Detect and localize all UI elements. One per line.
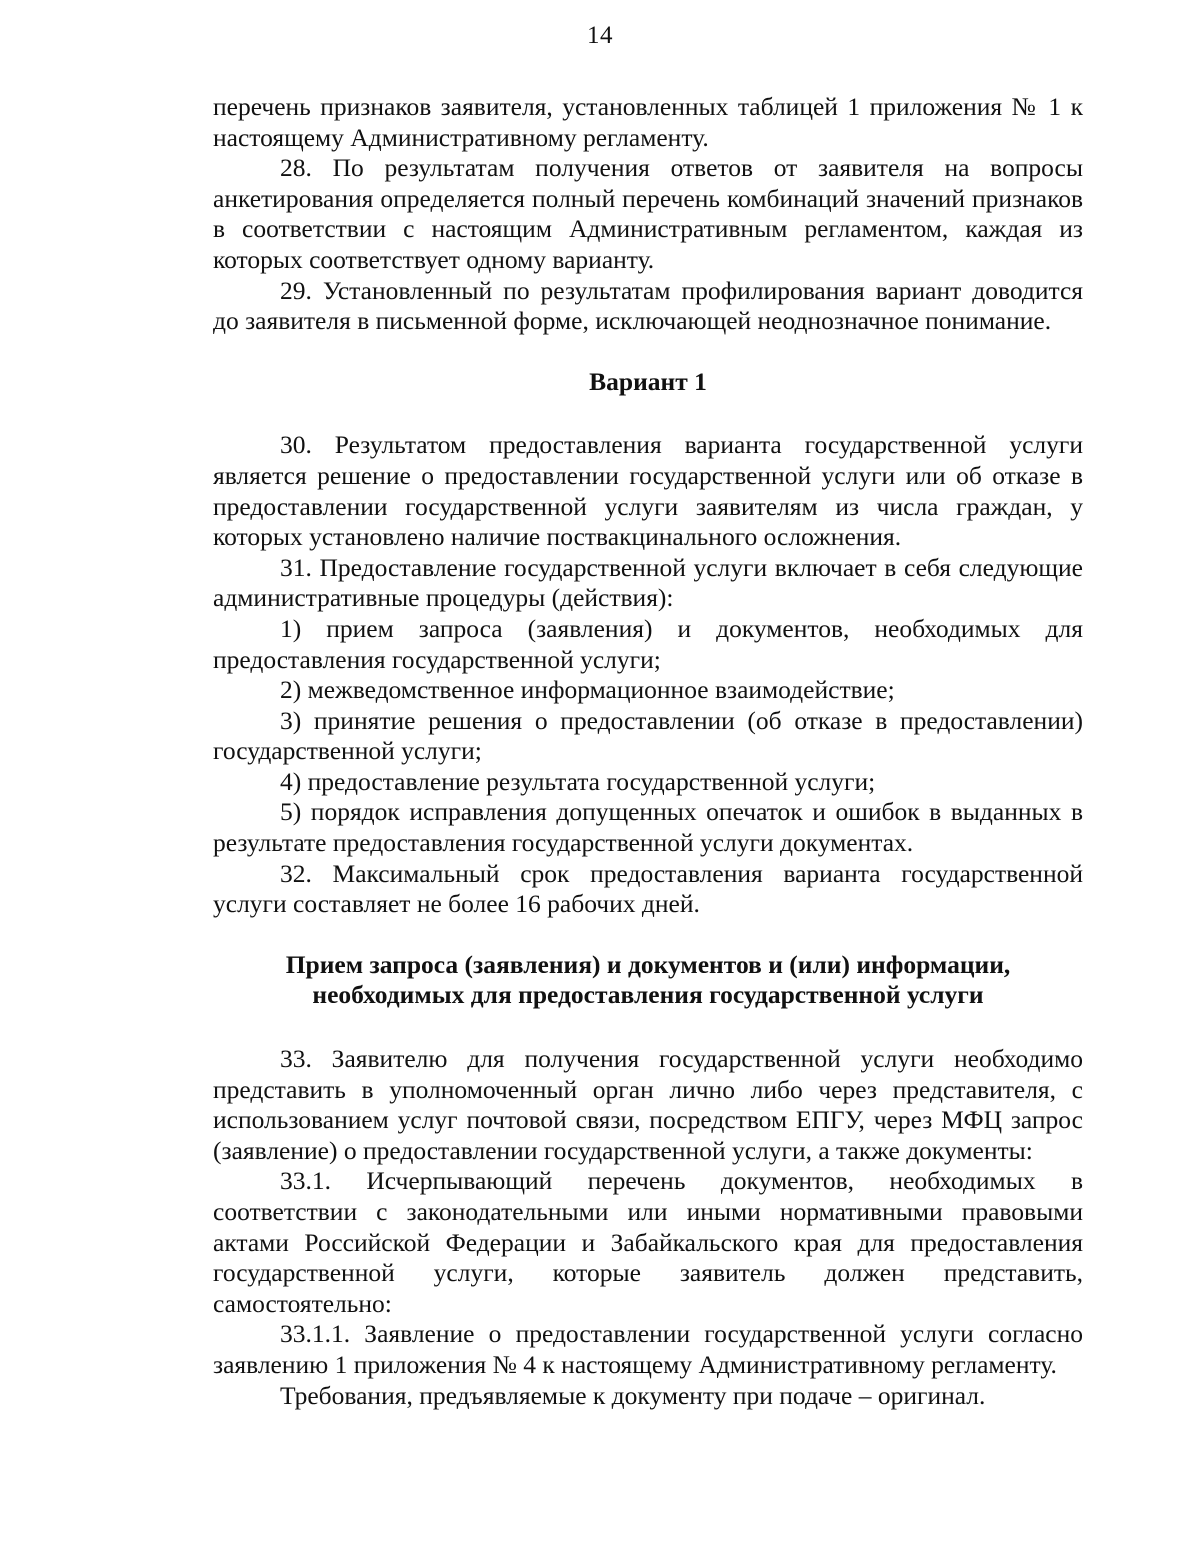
paragraph-33-1: 33.1. Исчерпывающий перечень документов, необходимых в соответствии с законодательными или иными нормативными правовыми актами Российской Федерации и Забайкальского края для предоставления государственной услуги, которые заявитель должен представить, самостоятельно:	[213, 1166, 1083, 1318]
page-number: 14	[587, 22, 613, 49]
list-item-31-1: 1) прием запроса (заявления) и документов, необходимых для предоставления государственной услуги;	[213, 613, 1083, 674]
list-item-31-4: 4) предоставление результата государственной услуги;	[280, 766, 876, 796]
heading-reception-line-2: необходимых для предоставления государственной услуги	[312, 980, 984, 1010]
heading-reception	[213, 950, 1083, 1011]
paragraph-29: 29. Установленный по результатам профилирования вариант доводится до заявителя в письменной форме, исключающей неоднозначное понимание.	[213, 275, 1083, 336]
list-item-31-5: 5) порядок исправления допущенных опечаток и ошибок в выданных в результате предоставления государственной услуги документах.	[213, 797, 1083, 858]
paragraph-requirements: Требования, предъявляемые к документу при подаче – оригинал.	[280, 1380, 986, 1410]
list-item-31-3: 3) принятие решения о предоставлении (об отказе в предоставлении) государственной услуги;	[213, 705, 1083, 766]
heading-variant-1: Вариант 1	[589, 366, 707, 396]
paragraph-28: 28. По результатам получения ответов от заявителя на вопросы анкетирования определяется полный перечень комбинаций значений признаков в соответствии с настоящим Административным регламентом, каждая из которых соответствует одному варианту.	[213, 153, 1083, 274]
paragraph-30: 30. Результатом предоставления варианта государственной услуги является решение о предоставлении государственной услуги или об отказе в предоставлении государственной услуги заявителям из числа граждан, у которых установлено наличие поствакцинального осложнения.	[213, 430, 1083, 552]
document-body	[213, 92, 1083, 1411]
heading-reception-line-1: Прием запроса (заявления) и документов и (или) информации,	[285, 949, 1011, 979]
paragraph-33: 33. Заявителю для получения государственной услуги необходимо представить в уполномоченный орган лично либо через представителя, с использованием услуг почтовой связи, посредством ЕПГУ, через МФЦ запрос (заявление) о предоставлении государственной услуги, а также документы:	[213, 1044, 1083, 1165]
list-item-31-2: 2) межведомственное информационное взаимодействие;	[280, 675, 895, 705]
paragraph-continuation: перечень признаков заявителя, установленных таблицей 1 приложения № 1 к настоящему Административному регламенту.	[213, 92, 1083, 152]
paragraph-32: 32. Максимальный срок предоставления варианта государственной услуги составляет не более 16 рабочих дней.	[213, 858, 1083, 919]
paragraph-31: 31. Предоставление государственной услуги включает в себя следующие административные процедуры (действия):	[213, 552, 1083, 613]
paragraph-33-1-1: 33.1.1. Заявление о предоставлении государственной услуги согласно заявлению 1 приложения № 4 к настоящему Административному регламенту.	[213, 1319, 1083, 1379]
